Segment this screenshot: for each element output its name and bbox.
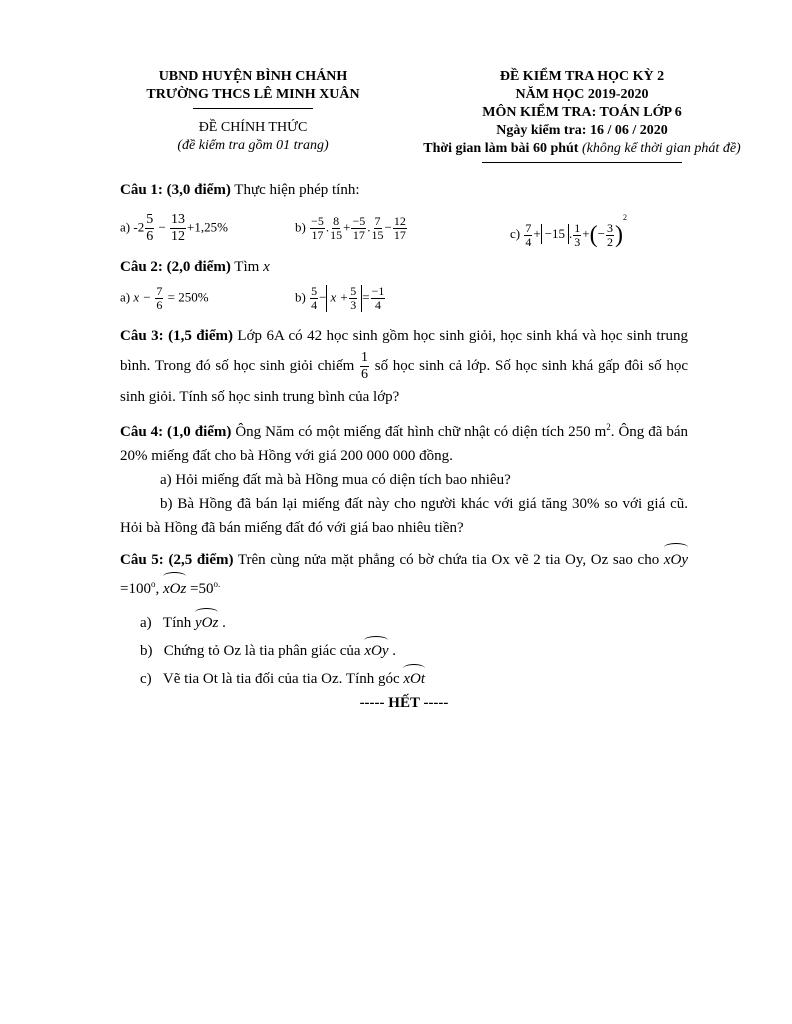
question-4a: a) Hỏi miếng đất mà bà Hồng mua có diện tích bao nhiêu?	[160, 471, 511, 488]
q1-item-c: c) $\frac{7}{4}$ + −15 . $\frac{1}{3}$ +(− $\frac{3}{2}$ )$^2$	[510, 213, 627, 249]
question-5: Câu 5: (2,5 điểm) Trên cùng nửa mặt phẳng có bờ chứa tia Ox vẽ 2 tia Oy, Oz sao cho xOy $=100^o$, xOz $=50^{o.}$	[120, 544, 688, 601]
duration: Thời gian làm bài 60 phút (không kể thời gian phát đề)	[423, 141, 741, 156]
question-4: Câu 4: (1,0 điểm) Ông Năm có một miếng đất hình chữ nhật có diện tích 250 $m^2$. Ông đã bán 20% miếng đất cho bà Hồng với giá 200 000 000 đồng.	[120, 421, 688, 464]
question-5-items	[120, 609, 688, 689]
exam-title: ĐỀ KIỂM TRA HỌC KỲ 2	[499, 69, 665, 84]
question-3: Câu 3: (1,5 điểm) Lớp 6A có 42 học sinh gồm học sinh giỏi, học sinh khá và học sinh trung bình. Trong đó số học sinh giỏi chiếm $\frac{1}{6}$ số học sinh cả lớp. Số học sinh khá gấp đôi số học sinh giỏi. Tính số học sinh trung bình của lớp?	[120, 327, 688, 405]
q2-item-b: b) $\frac{5}{4}$ − x + $\frac{5}{3}$ = $\frac{-1}{4}$	[295, 283, 385, 312]
district-name: UBND HUYỆN BÌNH CHÁNH	[158, 69, 348, 84]
exam-content	[120, 180, 688, 713]
question-2: Câu 2: (2,0 điểm) Tìm x	[120, 258, 270, 275]
q1-item-a: a) -2 $\frac{5}{6}$ − $\frac{13}{12}$ +1,25%	[120, 211, 228, 244]
header-left	[108, 68, 398, 155]
header-left-rule	[193, 108, 313, 109]
end-marker: ----- HẾT -----	[359, 694, 449, 711]
q1-item-b: b) $\frac{-5}{17}$ . $\frac{8}{15}$ + $\frac{-5}{17}$ . $\frac{7}{15}$ − $\frac{12}{17}$	[295, 213, 406, 242]
q5-item-b: b) Chứng tỏ Oz là tia phân giác của xOy .	[140, 637, 688, 661]
header-right-rule	[482, 162, 682, 163]
subject: MÔN KIỂM TRA: TOÁN LỚP 6	[482, 105, 682, 120]
header-right	[402, 68, 762, 163]
q2-item-a: a) x − $\frac{7}{6}$ = 250%	[120, 283, 209, 312]
official-label: ĐỀ CHÍNH THỨC	[198, 120, 308, 135]
school-name: TRƯỜNG THCS LÊ MINH XUÂN	[146, 87, 360, 102]
question-2-items	[120, 285, 688, 312]
school-year: NĂM HỌC 2019-2020	[515, 87, 649, 102]
q5-item-c: c) Vẽ tia Ot là tia đối của tia Oz. Tính góc xOt	[140, 665, 688, 689]
question-4b: b) Bà Hồng đã bán lại miếng đất này cho người khác với giá tăng 30% so với giá cũ. Hỏi bà Hồng đã bán miếng đất đó với giá bao nhiêu tiền?	[120, 495, 688, 536]
exam-date: Ngày kiểm tra: 16 / 06 / 2020	[496, 123, 668, 138]
question-1-items	[120, 208, 688, 249]
question-1: Câu 1: (3,0 điểm) Thực hiện phép tính:	[120, 182, 360, 198]
q5-item-a: a) Tính yOz .	[140, 609, 688, 633]
page-count-note: (đề kiểm tra gồm 01 trang)	[177, 138, 329, 153]
